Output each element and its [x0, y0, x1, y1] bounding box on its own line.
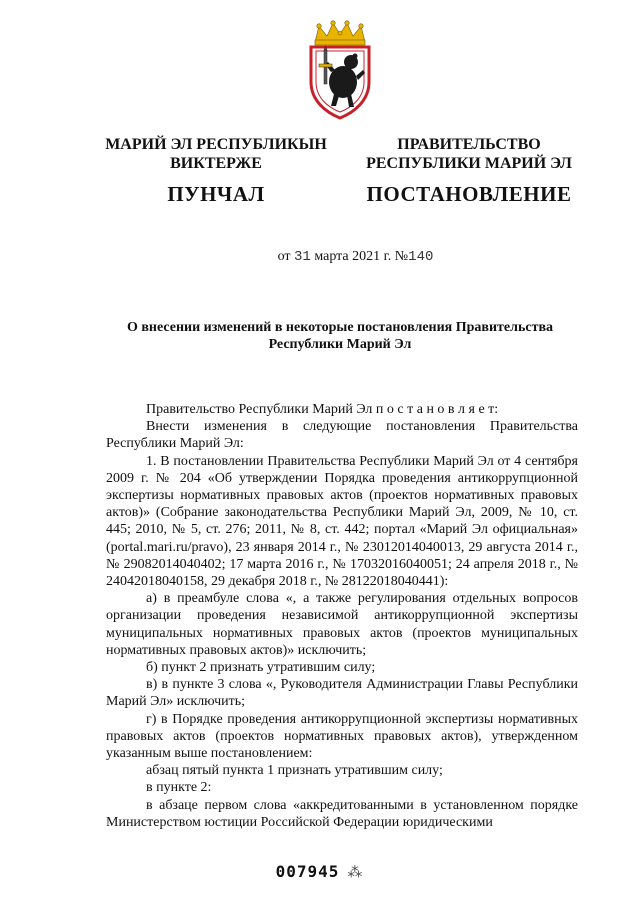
- header-left-line1: МАРИЙ ЭЛ РЕСПУБЛИКЫН: [105, 136, 327, 153]
- body-paragraph: Внести изменения в следующие постановления Правительства Республики Марий Эл:: [106, 419, 578, 452]
- body-paragraph: а) в преамбуле слова «, а также регулирования отдельных вопросов организации проведения независимой антикоррупционной экспертизы муниципальных нормативных правовых актов (проектов муниципальных нормативных правовых актов)» исключить;: [106, 591, 578, 658]
- body-paragraph: 1. В постановлении Правительства Республики Марий Эл от 4 сентября 2009 г. № 204 «Об утверждении Порядка проведения антикоррупционной экспертизы нормативных правовых актов (проектов нормативных правовых актов)» (Собрание законодательства Республики Марий Эл, 2009, № 10, ст. 445; 2010, № 5, ст. 276; 2011, № 8, ст. 442; портал «Марий Эл официальная» (portal.mari.ru/pravo), 23 января 2014 г., № 23012014040013, 29 августа 2014 г., № 29082014040402; 17 марта 2016 г., № 17032016040051; 24 апреля 2018 г., № 24042018040158, 29 декабря 2018 г., № 28122018040441):: [106, 453, 578, 590]
- title-line1: О внесении изменений в некоторые постановления Правительства: [126, 320, 554, 335]
- body-paragraph: абзац пятый пункта 1 признать утратившим силу;: [146, 763, 443, 779]
- form-serial-number: [0, 862, 639, 881]
- header-right-line1: ПРАВИТЕЛЬСТВО: [397, 136, 541, 153]
- header-right-block: [360, 135, 578, 207]
- body-paragraph: г) в Порядке проведения антикоррупционной экспертизы нормативных правовых актов (проектов нормативных правовых актов), утвержденном указанным выше постановлением:: [106, 711, 578, 762]
- serial-digits: 007945: [275, 862, 340, 881]
- document-dateline: [0, 248, 639, 266]
- document-title: [100, 319, 580, 353]
- dateline-number: 140: [408, 249, 434, 265]
- body-paragraph: в пункте 2:: [146, 780, 212, 796]
- body-paragraph: Правительство Республики Марий Эл п о с т а н о в л я е т:: [146, 402, 499, 417]
- body-paragraph: б) пункт 2 признать утратившим силу;: [146, 660, 376, 676]
- header-left-doctype: ПУНЧАЛ: [167, 182, 265, 206]
- header-right-line2: РЕСПУБЛИКИ МАРИЙ ЭЛ: [366, 155, 572, 172]
- dateline-month-year: марта 2021 г. №: [314, 249, 409, 264]
- body-paragraph: в абзаце первом слова «аккредитованными в установленном порядке Министерством юстиции Российской Федерации юридическими: [106, 797, 578, 830]
- header-left-line2: ВИКТЕРЖЕ: [170, 155, 262, 172]
- header-right-doctype: ПОСТАНОВЛЕНИЕ: [366, 182, 572, 206]
- body-paragraph: в) в пункте 3 слова «, Руководителя Администрации Главы Республики Марий Эл» исключить;: [106, 677, 578, 710]
- asterism-mark: ⁂: [347, 863, 364, 881]
- header-left-block: [100, 135, 332, 207]
- document-body: [106, 401, 578, 831]
- title-line2: Республики Марий Эл: [268, 337, 412, 352]
- dateline-prefix: от: [277, 249, 291, 264]
- dateline-day: 31: [294, 249, 311, 265]
- coat-of-arms-icon: [301, 20, 379, 120]
